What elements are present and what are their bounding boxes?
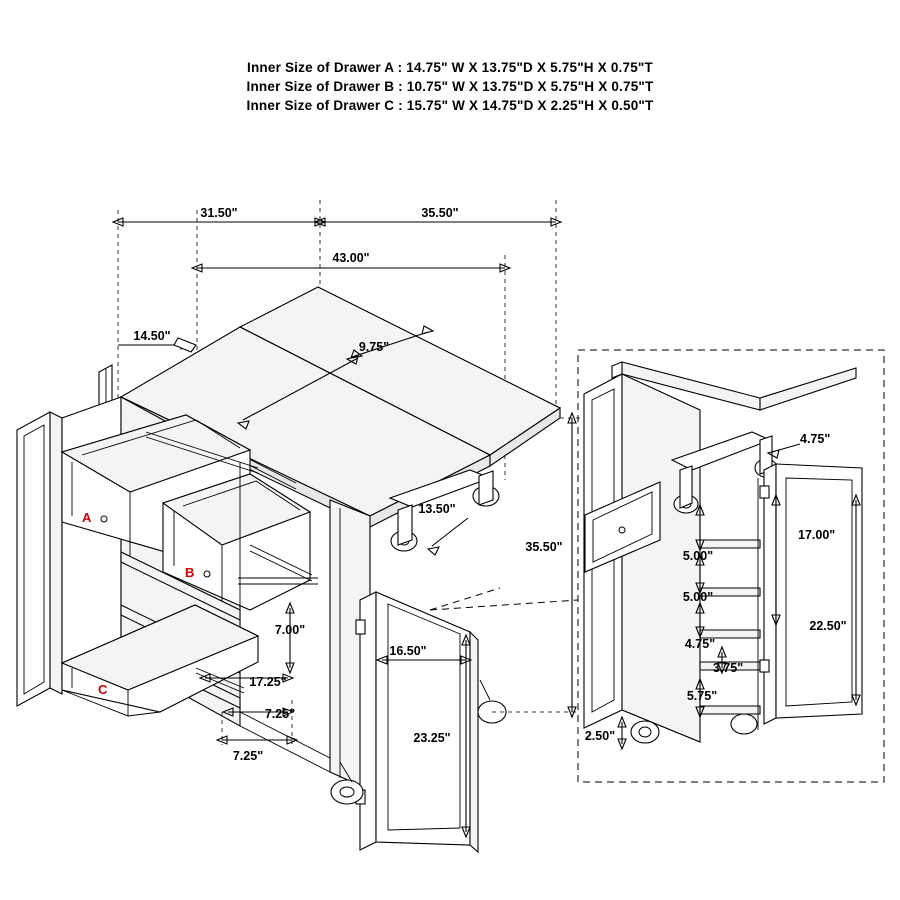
dim-16-50: 16.50" [389,644,427,658]
side-shelf-5 [700,706,760,714]
dim-35-50-top: 35.50" [421,206,459,220]
dim-9-75: 9.75" [358,340,390,354]
side-caster-hub [639,727,651,737]
drawer-spec-line-b: Inner Size of Drawer B : 10.75" W X 13.75"D X 5.75"H X 0.75"T [246,79,654,94]
dim-31-50: 31.50" [200,206,238,220]
dim-7-25-upper: 7.25" [264,707,296,721]
drawer-b-knob [204,571,210,577]
main-cart-assembly [17,287,563,852]
drawer-spec-line-c: Inner Size of Drawer C : 15.75" W X 14.75"D X 2.25"H X 0.50"T [246,98,654,113]
side-view-cart [584,362,862,743]
left-door-outer [17,412,50,706]
towel-bar-post-right [479,471,493,505]
dim-top-spans [113,206,561,226]
dim-14-50: 14.50" [133,329,171,343]
drawer-a-label: A [82,510,92,525]
left-door-edge [50,412,62,694]
dim-13-50: 13.50" [418,502,456,516]
dim-5-00-b: 5.00" [682,590,714,604]
side-caster-right [731,714,757,734]
dim-35-50-height: 35.50" [525,540,563,554]
dim-7-25-lower: 7.25" [232,749,264,763]
dim-23-25: 23.25" [413,731,451,745]
drawer-spec-line-a: Inner Size of Drawer A : 14.75" W X 13.75"D X 5.75"H X 0.75"T [247,60,653,75]
drawer-c-label: C [98,682,108,697]
dim-22-50: 22.50" [809,619,847,633]
caster-hub [340,787,354,797]
side-hinge-lower [760,660,769,672]
towel-bar-post [398,505,412,545]
dim-17-25: 17.25" [249,675,287,689]
side-hinge-upper [760,486,769,498]
dim-top-width [192,251,510,272]
side-towel-post [680,466,692,508]
dim-5-75: 5.75" [686,689,718,703]
drawer-a-knob [101,516,107,522]
right-door-edge [470,632,478,852]
dim-43-00: 43.00" [332,251,370,265]
hinge-upper [356,620,365,634]
dim-7-00: 7.00" [274,623,306,637]
side-door-stile [764,464,776,724]
drawer-b-label: B [185,565,195,580]
leaf-support-pin [174,338,196,352]
side-shelf-1 [700,540,760,548]
side-top-leaf [760,368,856,410]
side-drawer-knob [619,527,625,533]
dim-5-00-a: 5.00" [682,549,714,563]
dim-4-75-slot: 4.75" [684,637,716,651]
dim-3-75: 3.75" [712,661,744,675]
dim-4-75-leaf: 4.75" [800,432,831,446]
right-door-panel [376,592,470,845]
dim-17-00: 17.00" [798,528,836,542]
dim-2-50: 2.50" [584,729,616,743]
side-door-panel [776,464,862,718]
